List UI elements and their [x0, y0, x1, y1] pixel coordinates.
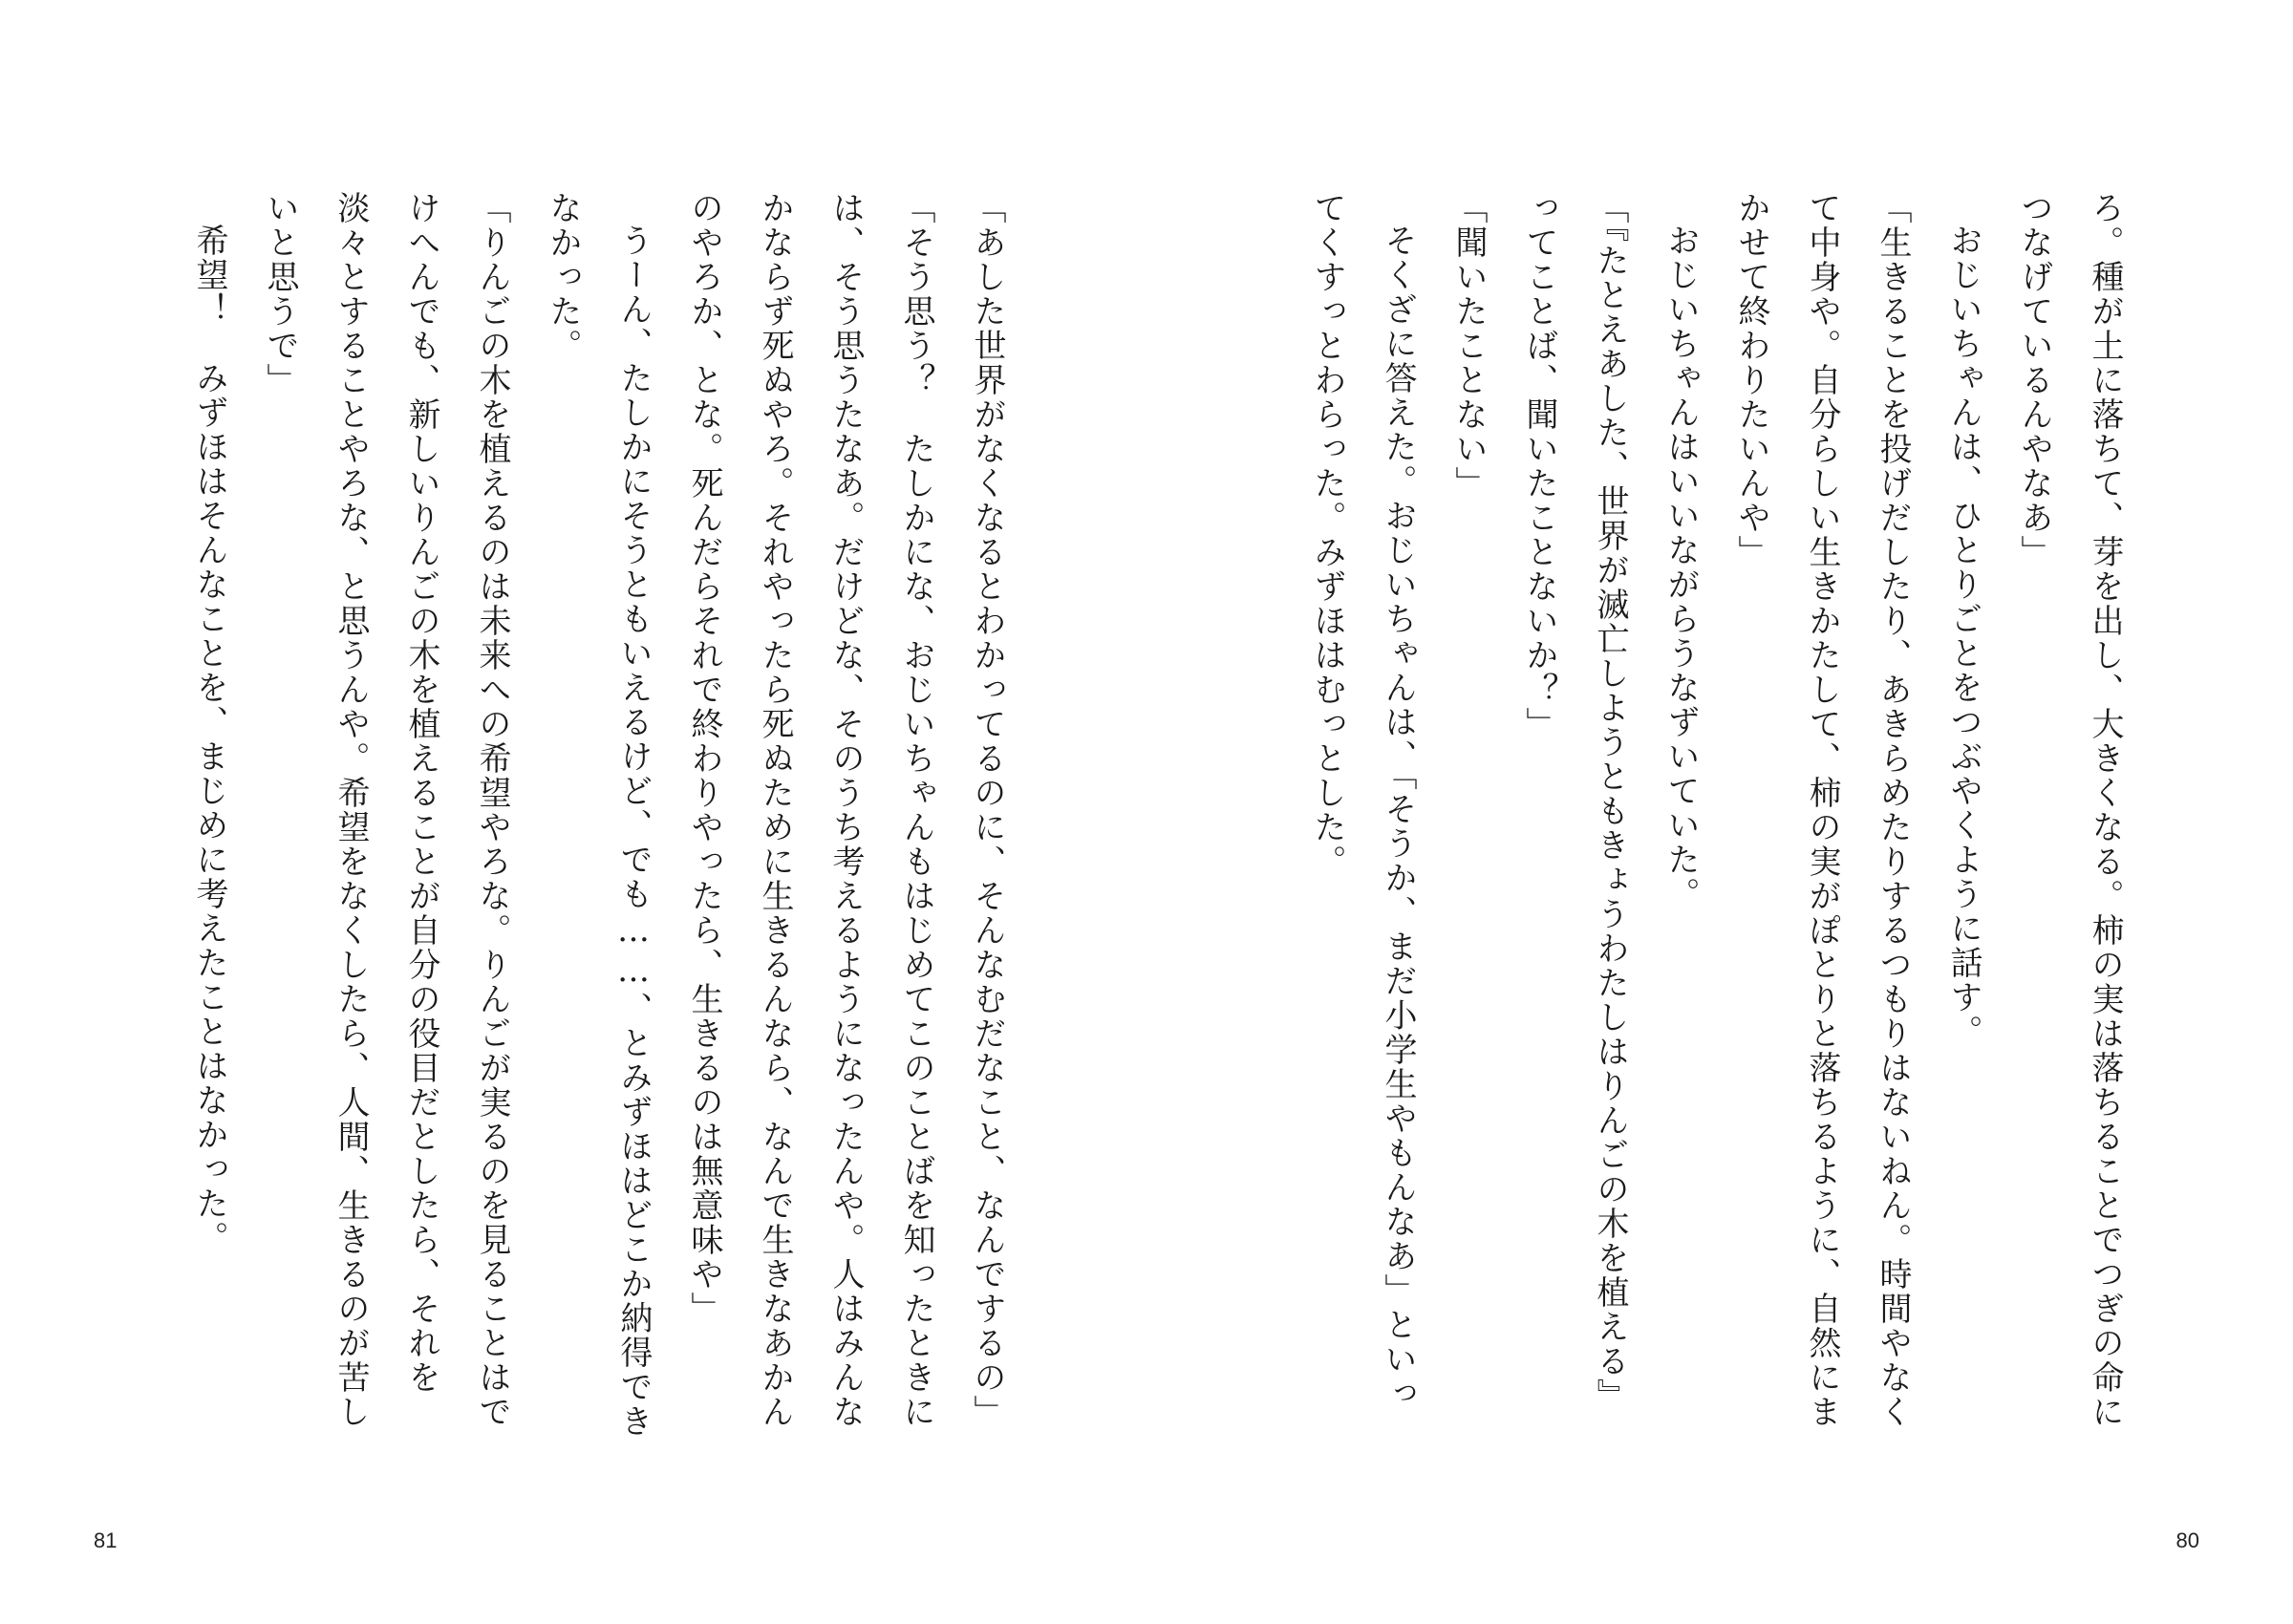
text-line: 「そう思う？ たしかにな、おじいちゃんもはじめてこのことばを知ったときに [897, 191, 935, 1429]
text-line: 淡々とすることやろな、と思うんや。希望をなくしたら、人間、生きるのが苦し [332, 191, 370, 1429]
text-line: なかった。 [544, 191, 582, 363]
text-line: いと思うで」 [261, 191, 299, 397]
left-page-text [162, 191, 1022, 1439]
page-number: 80 [2175, 1528, 2199, 1552]
text-line: おじいちゃんはいいながらうなずいていた。 [1661, 224, 1700, 911]
text-line: 「聞いたことない」 [1449, 191, 1488, 501]
text-line: うーん、たしかにそうともいえるけど、でも……、とみずほはどこか納得でき [614, 224, 653, 1439]
left-page [0, 0, 1146, 1624]
text-line: かせて終わりたいんや」 [1732, 191, 1770, 569]
text-line: おじいちゃんは、ひとりごとをつぶやくように話す。 [1944, 224, 1982, 1049]
text-line: 「あした世界がなくなるとわかってるのに、そんなむだなこと、なんでするの」 [968, 191, 1006, 1429]
text-line: ってことば、聞いたことないか？」 [1520, 191, 1558, 741]
text-line: てくすっとわらった。みずほはむっとした。 [1308, 191, 1346, 879]
text-line: のやろか、とな。死んだらそれで終わりやったら、生きるのは無意味や」 [685, 191, 723, 1326]
text-line: は、そう思うたなあ。だけどな、そのうち考えるようになったんや。人はみんな [826, 191, 865, 1429]
text-line: そくざに答えた。おじいちゃんは、「そうか、まだ小学生やもんなあ」といっ [1379, 224, 1417, 1411]
text-line: かならず死ぬやろ。それやったら死ぬために生きるんなら、なんで生きなあかん [756, 191, 794, 1429]
text-line: て中身や。自分らしい生きかたして、柿の実がぽとりと落ちるように、自然にま [1803, 191, 1841, 1429]
text-line: 希望！ みずほはそんなことを、まじめに考えたことはなかった。 [190, 224, 228, 1255]
text-line: 「『たとえあした、世界が滅亡しようともきょうわたしはりんごの木を植える』 [1591, 191, 1629, 1413]
text-line: けへんでも、新しいりんごの木を植えることが自分の役目だとしたら、それを [402, 191, 440, 1395]
page-number: 81 [94, 1528, 118, 1552]
text-line: 「りんごの木を植えるのは未来への希望やろな。りんごが実るのを見ることはで [473, 191, 511, 1429]
right-page [1146, 0, 2293, 1624]
text-line: つなげているんやなあ」 [2015, 191, 2053, 569]
text-line: ろ。種が土に落ちて、芽を出し、大きくなる。柿の実は落ちることでつぎの命に [2086, 191, 2124, 1429]
right-page-text [1280, 191, 2140, 1429]
text-line: 「生きることを投げだしたり、あきらめたりするつもりはないねん。時間やなく [1874, 191, 1912, 1429]
